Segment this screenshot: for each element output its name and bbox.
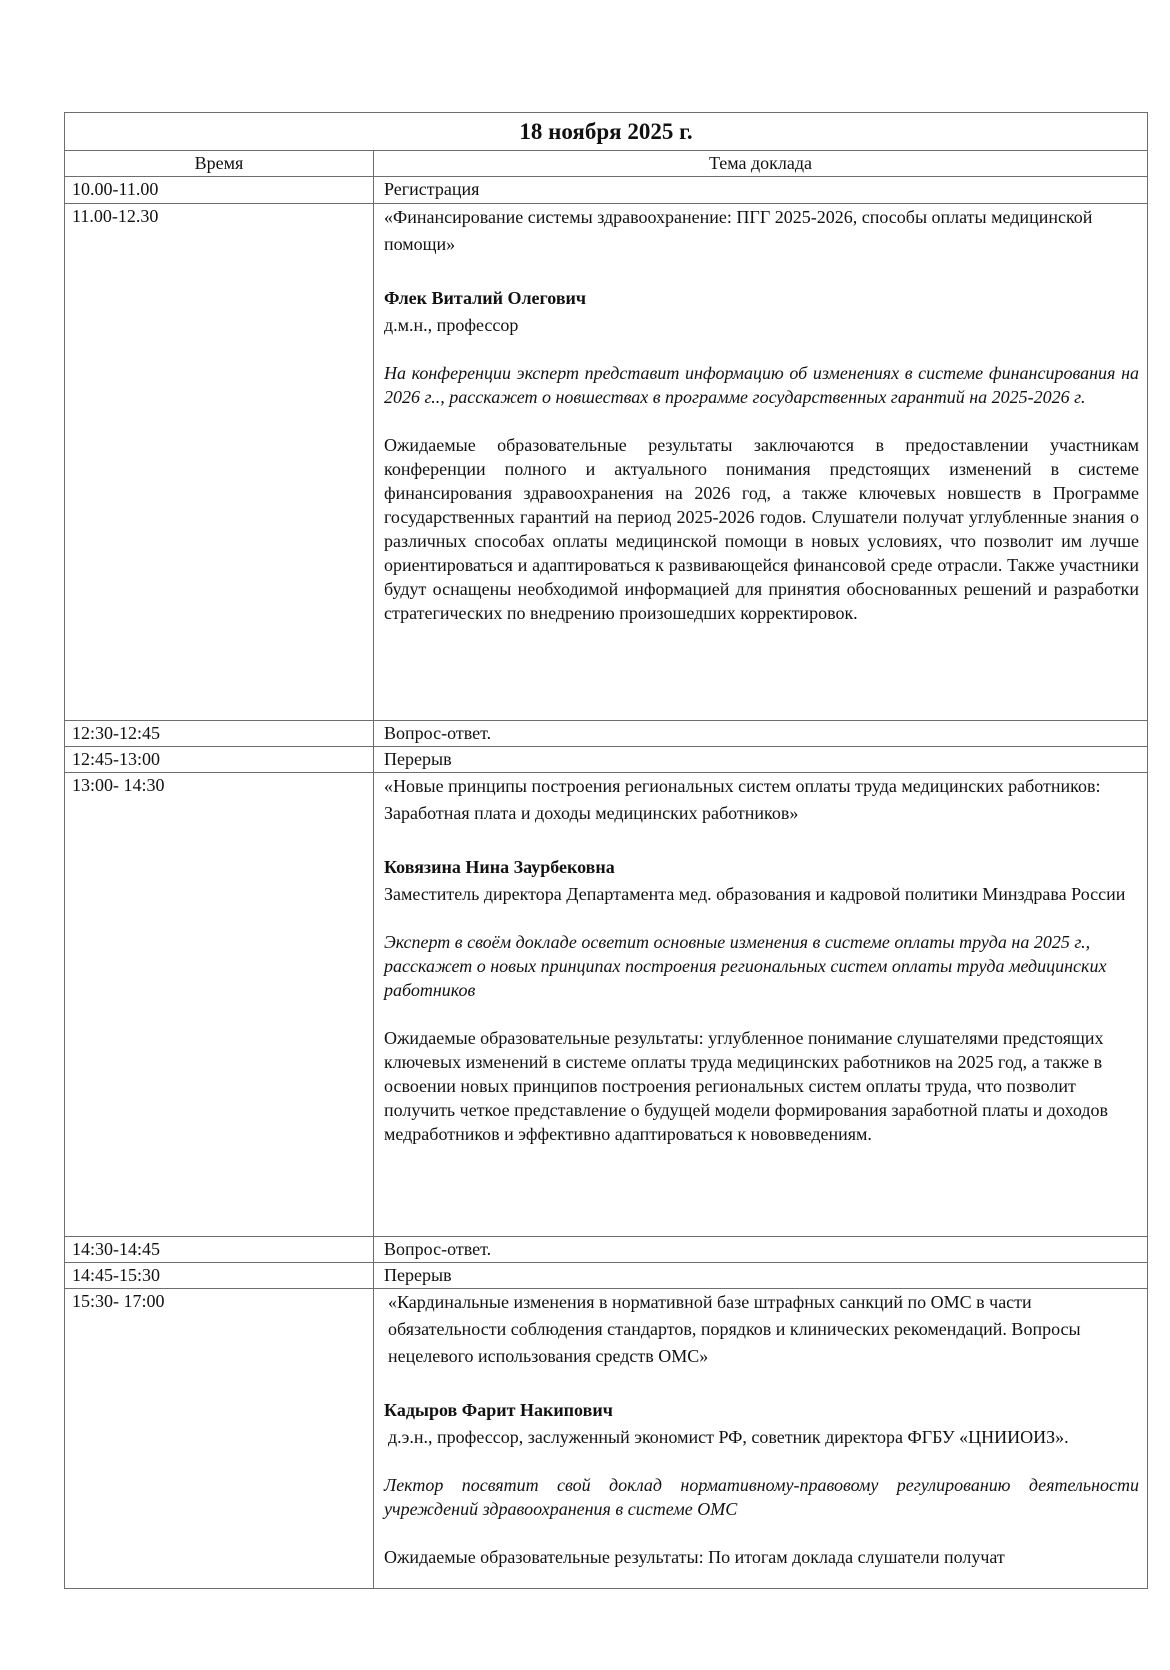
topic-cell (374, 773, 1148, 1237)
talk-description: На конференции эксперт представит информацию об изменениях в системе финансирования на 2026 г.., расскажет о новшествах в программе государственных гарантий на 2025-2026 г. (384, 363, 1139, 407)
topic-cell (374, 1289, 1148, 1589)
table-row (65, 1289, 1148, 1589)
talk-title: «Новые принципы построения региональных систем оплаты труда медицинских работников: Заработная плата и доходы медицинских работников» (384, 776, 1101, 823)
schedule-table (64, 112, 1148, 1589)
table-row (65, 747, 1148, 773)
speaker-role: д.м.н., профессор (384, 315, 519, 335)
talk-title: «Финансирование системы здравоохранение: ПГГ 2025-2026, способы оплаты медицинской помощи» (384, 207, 1093, 254)
table-row (65, 1237, 1148, 1263)
topic-cell: Вопрос-ответ. (374, 1237, 1148, 1263)
topic-cell (374, 204, 1148, 721)
talk-description: Эксперт в своём докладе осветит основные изменения в системе оплаты труда на 2025 г., расскажет о новых принципах построения региональных систем оплаты труда медицинских работников (384, 932, 1107, 1000)
time-cell: 14:30-14:45 (65, 1237, 374, 1263)
time-cell: 12:30-12:45 (65, 721, 374, 747)
date-title: 18 ноября 2025 г. (65, 113, 1148, 151)
time-cell: 14:45-15:30 (65, 1263, 374, 1289)
table-row (65, 177, 1148, 204)
time-cell: 12:45-13:00 (65, 747, 374, 773)
speaker-role: д.э.н., профессор, заслуженный экономист РФ, советник директора ФГБУ «ЦНИИОИЗ». (388, 1427, 1069, 1447)
topic-cell: Перерыв (374, 1263, 1148, 1289)
talk-outcome: Ожидаемые образовательные результаты заключаются в предоставлении участникам конференции полного и актуального понимания предстоящих изменений в системе финансирования здравоохранения на 2026 год, а также ключевых новшеств в Программе государственных гарантий на период 2025-2026 годов. Слушатели получат углубленные знания о различных способах оплаты медицинской помощи в новых условиях, что позволит им лучше ориентироваться и адаптироваться к развивающейся финансовой среде отрасли. Также участники будут оснащены необходимой информацией для принятия обоснованных решений и разработки стратегических по внедрению произошедших корректировок. (384, 435, 1139, 623)
speaker-role: Заместитель директора Департамента мед. образования и кадровой политики Минздрава России (384, 884, 1126, 904)
topic-cell: Вопрос-ответ. (374, 721, 1148, 747)
topic-cell: Регистрация (374, 177, 1148, 204)
talk-title: «Кардинальные изменения в нормативной базе штрафных санкций по ОМС в части обязательности соблюдения стандартов, порядков и клинических рекомендаций. Вопросы нецелевого использования средств ОМС» (388, 1292, 1081, 1366)
column-header-time: Время (65, 151, 374, 177)
speaker-name: Флек Виталий Олегович (384, 288, 587, 308)
header-row (65, 151, 1148, 177)
date-row (65, 113, 1148, 151)
time-cell: 15:30- 17:00 (65, 1289, 374, 1589)
table-row (65, 773, 1148, 1237)
speaker-name: Кадыров Фарит Накипович (384, 1400, 613, 1420)
topic-cell: Перерыв (374, 747, 1148, 773)
time-cell: 13:00- 14:30 (65, 773, 374, 1237)
talk-outcome: Ожидаемые образовательные результаты: По итогам доклада слушатели получат (384, 1547, 1005, 1567)
column-header-topic: Тема доклада (374, 151, 1148, 177)
talk-description: Лектор посвятит свой доклад нормативному-правовому регулированию деятельности учреждений здравоохранения в системе ОМС (384, 1475, 1139, 1519)
time-cell: 11.00-12.30 (65, 204, 374, 721)
table-row (65, 721, 1148, 747)
table-row (65, 1263, 1148, 1289)
time-cell: 10.00-11.00 (65, 177, 374, 204)
talk-outcome: Ожидаемые образовательные результаты: углубленное понимание слушателями предстоящих ключевых изменений в системе оплаты труда медицинских работников на 2025 год, а также в освоении новых принципов построения региональных систем оплаты труда, что позволит получить четкое представление о будущей модели формирования заработной платы и доходов медработников и эффективно адаптироваться к нововведениям. (384, 1028, 1109, 1144)
table-row (65, 204, 1148, 721)
speaker-name: Ковязина Нина Заурбековна (384, 857, 615, 877)
